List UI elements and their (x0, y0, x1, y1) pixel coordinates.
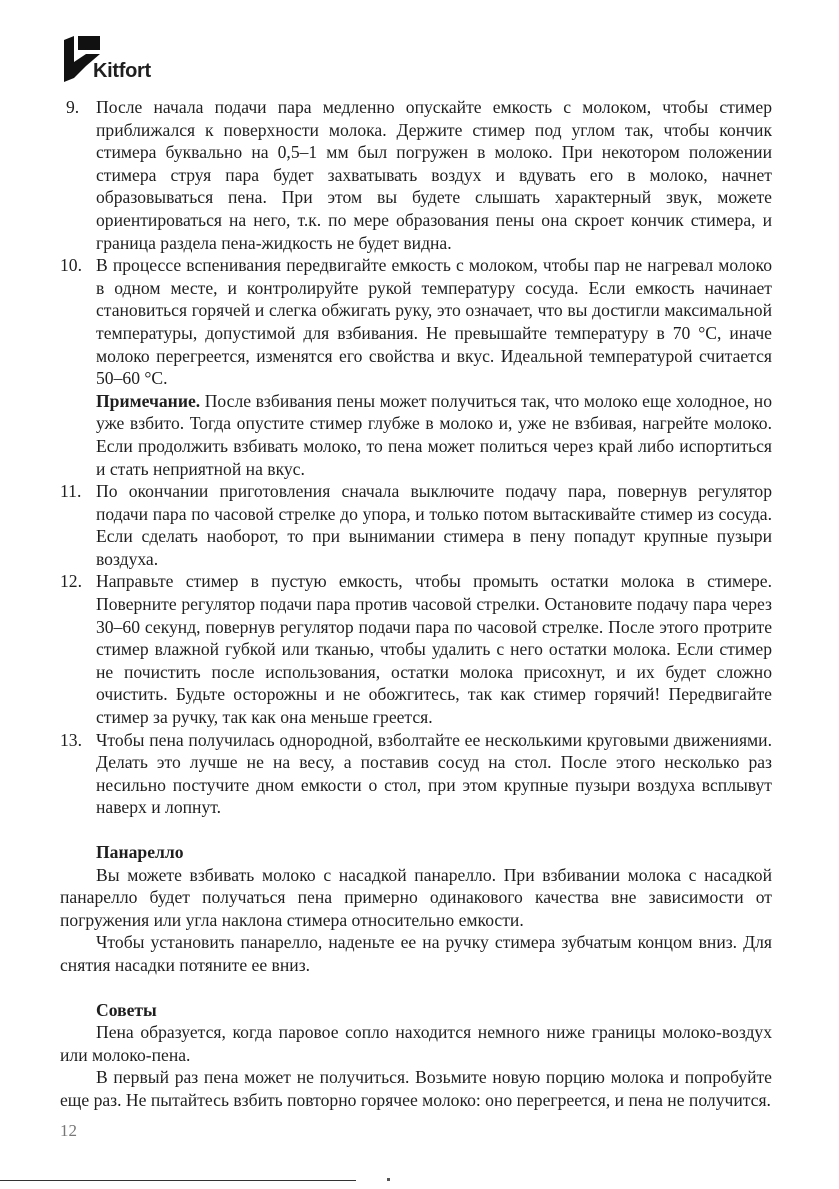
brand-name: Kitfort (93, 60, 151, 82)
page-content (60, 96, 772, 1112)
item-text: По окончании приготовления сначала выключите подачу пара, повернув регулятор подачи пара по часовой стрелке до упора, и только потом вытаскивайте стимер из сосуда. Если сделать наоборот, то при вынимании стимера в пену попадут крупные пузыри воздуха. (96, 481, 772, 569)
note (96, 390, 772, 480)
item-number: 10. (60, 255, 82, 276)
item-text: После начала подачи пара медленно опускайте емкость с молоком, чтобы стимер приближался к поверхности молока. Держите стимер под углом так, чтобы кончик стимера буквально на 0,5–1 мм был погружен в молоко. При некотором положении стимера струя пара будет захватывать воздух и вдувать его в молоко, начнет образовываться пена. При этом вы будете слышать характерный звук, можете ориентироваться на него, т.к. по мере образования пены она скроет кончик стимера, и граница раздела пена-жидкость не будет видна. (96, 97, 772, 253)
item-text: Направьте стимер в пустую емкость, чтобы промыть остатки молока в стимере. Поверните регулятор подачи пара против часовой стрелки. Остановите подачу пара через 30–60 секунд, повернув регулятор подачи пара по часовой стрелке. После этого протрите стимер влажной губкой или тканью, чтобы удалить с него остатки молока. Если стимер не почистить после использования, остатки молока присохнут, и их будет сложно очистить. Будьте осторожны и не обожгитесь, так как стимер горячий! Передвигайте стимер за ручку, так как она меньше греется. (96, 571, 772, 728)
item-number: 9. (66, 97, 80, 117)
item-number: 11. (60, 481, 82, 502)
section-title: Панарелло (96, 842, 184, 862)
note-text: После взбивания пены может получиться так, что молоко еще холодное, но уже взбито. Тогда опустите стимер глубже в молоко и, уже не взбивая, нагрейте молоко. Если продолжить взбивать молоко, то пена может политься через край либо испортиться и стать неприятной на вкус. (96, 390, 772, 479)
kitfort-logo (64, 36, 184, 88)
paragraph: Пена образуется, когда паровое сопло находится немного ниже границы молоко-воздух или молоко-пена. (60, 1022, 772, 1065)
paragraph: Чтобы установить панарелло, наденьте ее на ручку стимера зубчатым концом вниз. Для снятия насадки потяните ее вниз. (60, 932, 772, 975)
footer-mark (387, 1178, 390, 1181)
note-label: Примечание. (96, 390, 201, 411)
section-title: Советы (96, 999, 157, 1020)
page-number: 12 (60, 1121, 77, 1140)
paragraph: В первый раз пена может не получиться. Возьмите новую порцию молока и попробуйте еще раз. Не пытайтесь взбить повторно горячее молоко: оно перегреется, и пена не получится. (60, 1067, 772, 1110)
list-item (60, 96, 772, 254)
item-text: Чтобы пена получилась однородной, взболтайте ее несколькими круговыми движениями. Делать это лучше не на весу, а поставив сосуд на стол. После этого несколько раз несильно постучите дном емкости о стол, при этом крупные пузыри воздуха всплывут наверх и лопнут. (96, 729, 772, 818)
instruction-list (60, 96, 772, 819)
panarello-section (60, 841, 772, 977)
footer-rule (0, 1180, 356, 1181)
paragraph: Вы можете взбивать молоко с насадкой панарелло. При взбивании молока с насадкой панарелло будет получаться пена примерно одинакового качества вне зависимости от погружения или угла наклона стимера относительно емкости. (60, 864, 772, 930)
item-number: 13. (60, 729, 82, 750)
item-text: В процессе вспенивания передвигайте емкость с молоком, чтобы пар не нагревал молоко в одном месте, и контролируйте рукой температуру сосуда. Если емкость начинает становиться горячей и слегка обжигать руку, это означает, что вы достигли максимальной температуры, допустимой для взбивания. Не превышайте температуру в 70 °С, иначе молоко перегреется, изменятся его свойства и вкус. Идеальной температурой считается 50–60 °С. (96, 255, 772, 389)
list-item (60, 480, 772, 570)
item-number: 12. (60, 571, 82, 592)
list-item (60, 254, 772, 480)
tips-section (60, 999, 772, 1112)
list-item (60, 570, 772, 728)
list-item (60, 729, 772, 819)
